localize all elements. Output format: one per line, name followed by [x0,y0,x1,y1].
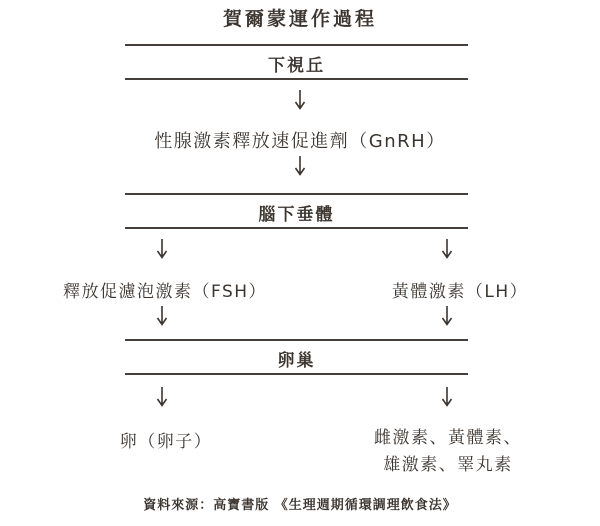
egg-label: 卵（卵子） [119,432,213,452]
hypothalamus-box-bottom-line [125,78,468,80]
gnrh-label: 性腺激素釋放速促進劑（GnRH） [154,131,446,152]
fsh-label: 釋放促濾泡激素（FSH） [62,282,268,302]
down-arrow-icon [293,89,307,114]
hormones-line-2: 雄激素、睪丸素 [383,455,513,475]
ovary-label: 卵巢 [277,351,316,371]
ovary-box-top-line [125,339,468,341]
pituitary-label: 腦下垂體 [258,205,335,225]
ovary-box-bottom-line [125,373,468,375]
down-arrow-icon [440,238,454,263]
source-caption: 資料來源：高寶書版 《生理週期循環調理飲食法》 [143,498,457,513]
down-arrow-icon [155,238,169,263]
lh-label: 黃體激素（LH） [391,282,529,302]
hormones-line-1: 雌激素、黃體素、 [374,428,522,448]
hypothalamus-box-top-line [125,44,468,46]
down-arrow-icon [440,305,454,330]
down-arrow-icon [155,386,169,411]
pituitary-box-bottom-line [125,227,468,229]
hormones-label [298,425,598,479]
down-arrow-icon [293,155,307,180]
pituitary-box-top-line [125,193,468,195]
down-arrow-icon [155,305,169,330]
down-arrow-icon [440,386,454,411]
hypothalamus-label: 下視丘 [268,56,325,76]
diagram-title: 賀爾蒙運作過程 [222,8,377,30]
